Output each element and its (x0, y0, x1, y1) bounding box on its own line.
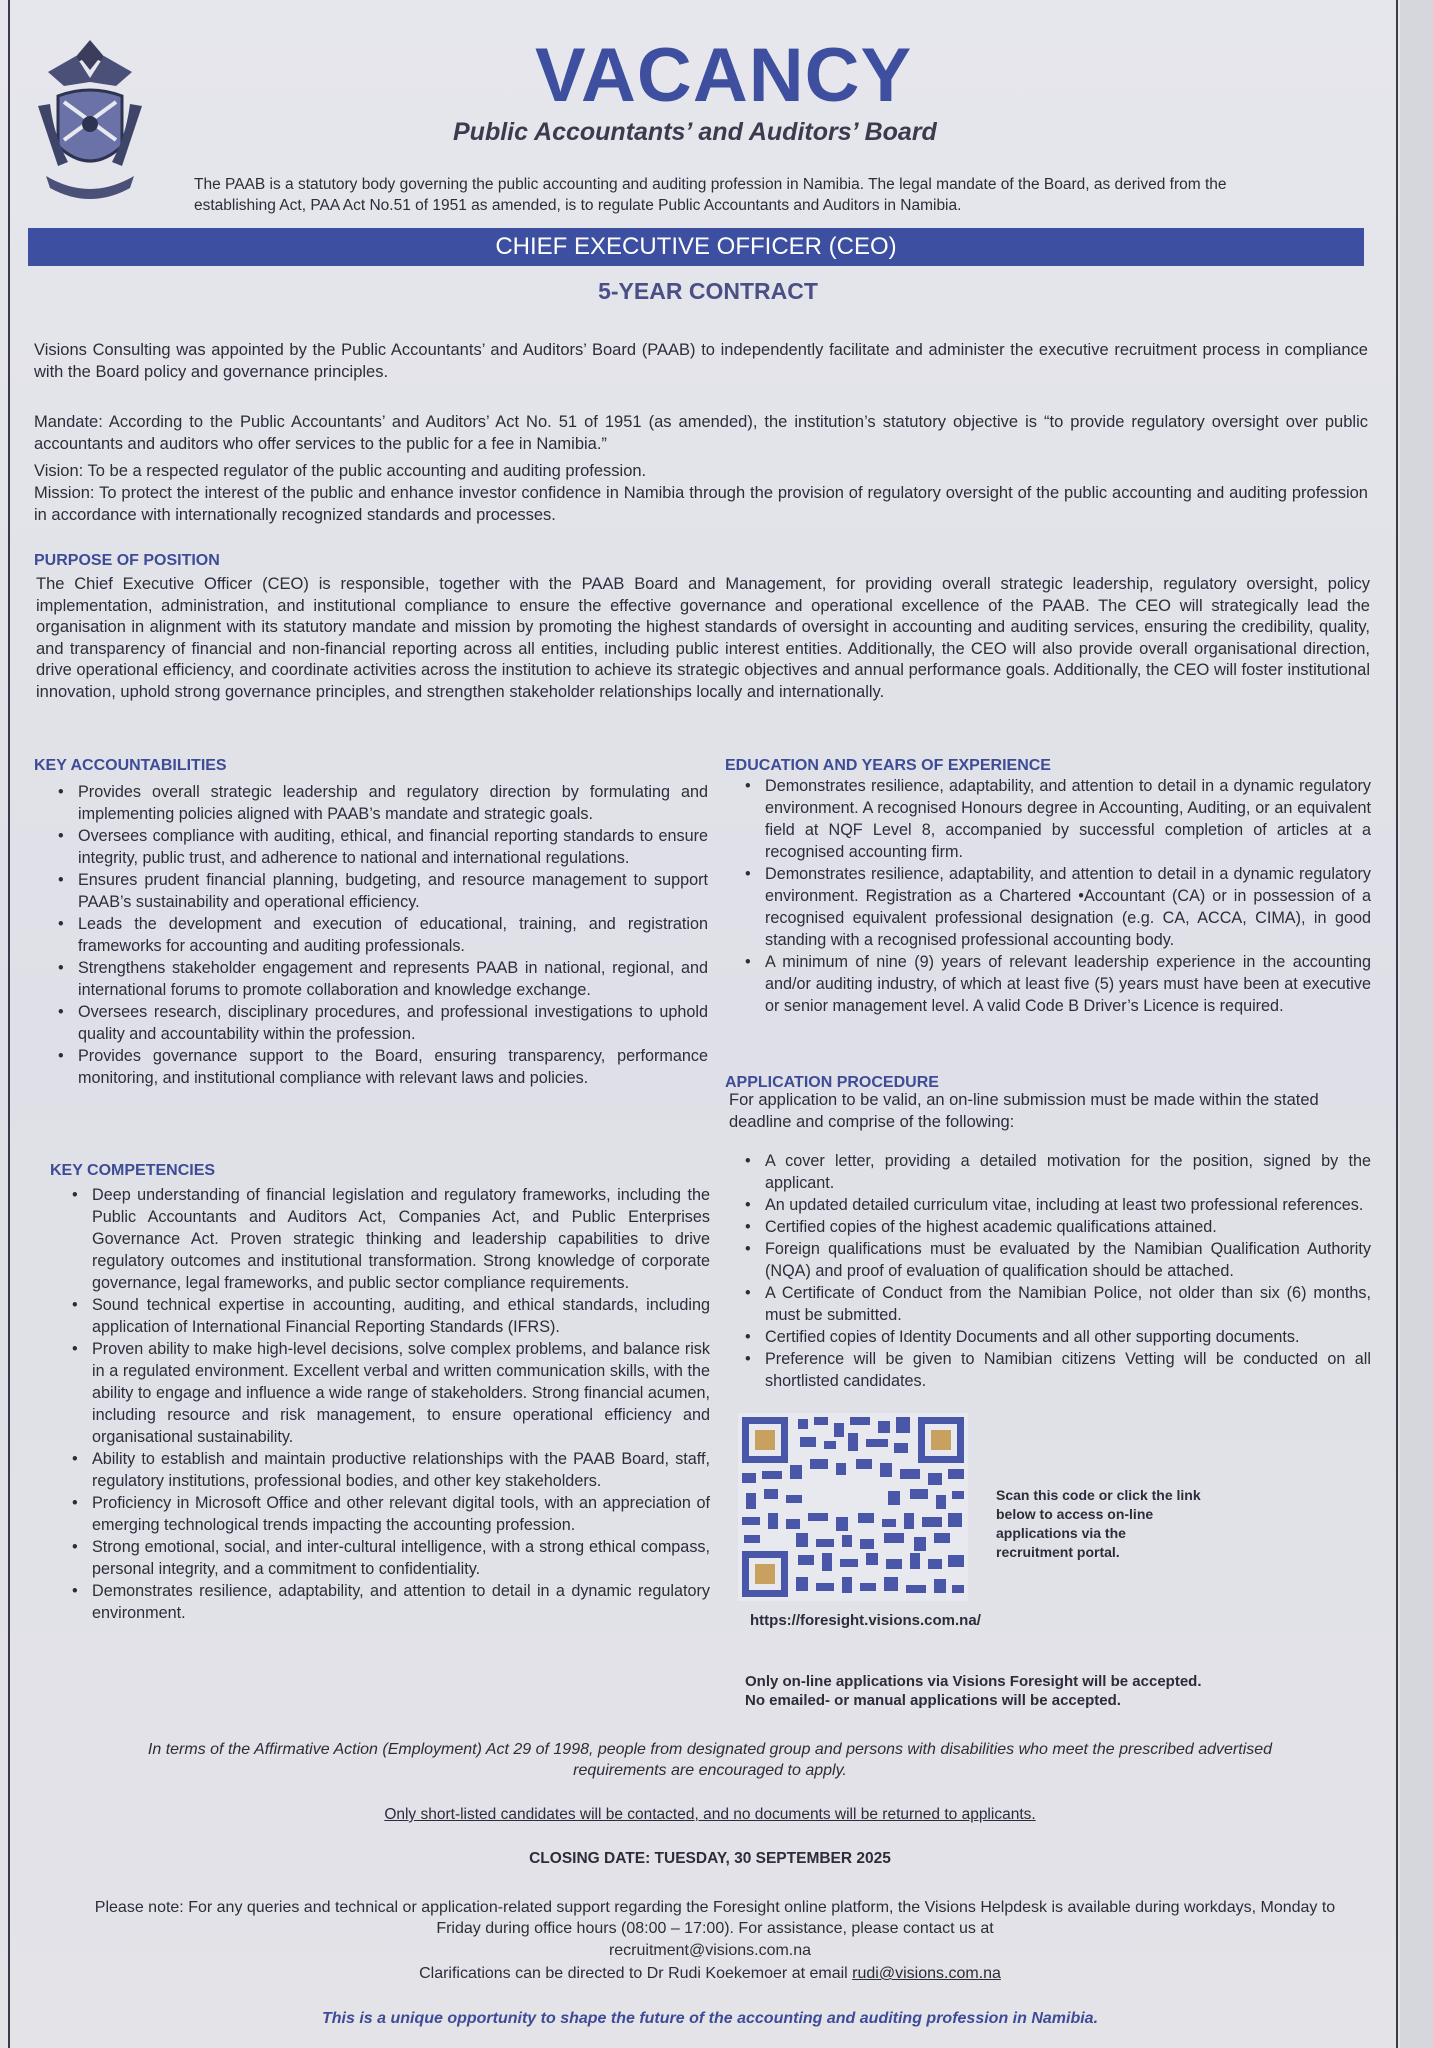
list-item: • Oversees compliance with auditing, ethical, and financial reporting standards to ensure integrity, public trust, and adherence to national and international regulations. (56, 825, 708, 869)
application-intro: For application to be valid, an on-line submission must be made within the stated deadline and comprise of the following: (729, 1091, 1319, 1131)
shortlist-notice: Only short-listed candidates will be contacted, and no documents will be returned to applicants. (384, 1806, 1036, 1823)
application-qr-code[interactable] (738, 1413, 968, 1601)
accountabilities-list (56, 781, 708, 1089)
list-item: • Certified copies of Identity Documents and all other supporting documents. (743, 1326, 1371, 1348)
list-item: • A Certificate of Conduct from the Namibian Police, not older than six (6) months, must be submitted. (743, 1282, 1371, 1326)
affirmative-action-statement: In terms of the Affirmative Action (Employment) Act 29 of 1998, people from designated group and persons with disabilities who meet the prescribed advertised requirements are encouraged to apply. (147, 1741, 1273, 1779)
list-item: • Leads the development and execution of educational, training, and registration frameworks for accounting and auditing professionals. (56, 913, 708, 957)
competencies-heading: KEY COMPETENCIES (50, 1162, 216, 1179)
coat-of-arms-logo (28, 26, 152, 206)
support-email[interactable]: recruitment@visions.com.na (608, 1942, 812, 1959)
organisation-subtitle: Public Accountants’ and Auditors’ Board (453, 118, 937, 146)
list-item: • Demonstrates resilience, adaptability, and attention to detail in a dynamic regulatory environment. A recognised Honours degree in Accounting, Auditing, or an equivalent field at NQF Level 8, accompanied by successful completion of articles at a recognised accounting firm. (743, 775, 1371, 863)
portal-link[interactable]: https://foresight.visions.com.na/ (750, 1612, 981, 1629)
accountabilities-heading: KEY ACCOUNTABILITIES (34, 757, 227, 774)
list-item: • Ability to establish and maintain productive relationships with the PAAB Board, staff, regulatory institutions, professional bodies, and other key stakeholders. (70, 1448, 710, 1492)
list-item: • Strengthens stakeholder engagement and represents PAAB in national, regional, and international forums to promote collaboration and knowledge exchange. (56, 957, 708, 1001)
list-item: • Provides overall strategic leadership and regulatory direction by formulating and implementing policies aligned with PAAB’s mandate and strategic goals. (56, 781, 708, 825)
intro-paragraph: The PAAB is a statutory body governing the public accounting and auditing profession in Namibia. The legal mandate of the Board, as derived from the establishing Act, PAA Act No.51 of 1951 as amended, is to regulate Public Accountants and Auditors in Namibia. (194, 176, 1227, 214)
contract-term: 5-YEAR CONTRACT (598, 278, 818, 304)
mission-statement: Mission: To protect the interest of the public and enhance investor confidence in Namibia through the provision of regulatory oversight of the public accounting and auditing profession in accordance with internationally recognized standards and processes. (34, 484, 1368, 524)
list-item: • Preference will be given to Namibian citizens Vetting will be conducted on all shortlisted candidates. (743, 1348, 1371, 1392)
online-only-notice: Only on-line applications via Visions Foresight will be accepted. (745, 1673, 1202, 1690)
list-item: • Proven ability to make high-level decisions, solve complex problems, and balance risk in a regulated environment. Excellent verbal and written communication skills, with the ability to engage and influence a wide range of stakeholders. Strong financial acumen, including resource and risk management, to ensure operational efficiency and organisational sustainability. (70, 1338, 710, 1448)
list-item: • A minimum of nine (9) years of relevant leadership experience in the accounting and/or auditing industry, of which at least five (5) years must have been at executive or senior management level. A valid Code B Driver’s Licence is required. (743, 951, 1371, 1017)
vacancy-title: VACANCY (535, 33, 913, 118)
qr-caption: Scan this code or click the link below to access on-line applications via the recruitment portal. (996, 1487, 1201, 1560)
mandate-paragraph: Mandate: According to the Public Accountants’ and Auditors’ Act No. 51 of 1951 (as amended), the institution’s statutory objective is “to provide regulatory oversight over public accountants and auditors who offer services to the public for a fee in Namibia.” (34, 413, 1368, 453)
list-item: • A cover letter, providing a detailed motivation for the position, signed by the applicant. (743, 1150, 1371, 1194)
clarifications-text: Clarifications can be directed to Dr Rudi Koekemoer at email (419, 1965, 848, 1982)
list-item: • Sound technical expertise in accounting, auditing, and ethical standards, including application of International Financial Reporting Standards (IFRS). (70, 1294, 710, 1338)
appointment-paragraph: Visions Consulting was appointed by the Public Accountants’ and Auditors’ Board (PAAB) to independently facilitate and administer the executive recruitment process in compliance with the Board policy and governance principles. (34, 341, 1368, 381)
list-item: • Oversees research, disciplinary procedures, and professional investigations to uphold quality and accountability within the profession. (56, 1001, 708, 1045)
competencies-list (70, 1184, 710, 1624)
list-item: • Demonstrates resilience, adaptability, and attention to detail in a dynamic regulatory environment. Registration as a Chartered •Accountant (CA) or in possession of a recognised equivalent professional designation (e.g. CA, ACCA, CIMA), in good standing with a recognised professional accounting body. (743, 863, 1371, 951)
clarifications-email[interactable]: rudi@visions.com.na (852, 1965, 1001, 1982)
clarifications-line (0, 1963, 1420, 1984)
list-item: • Provides governance support to the Board, ensuring transparency, performance monitoring, and institutional compliance with relevant laws and policies. (56, 1045, 708, 1089)
purpose-heading: PURPOSE OF POSITION (34, 552, 220, 569)
closing-tagline: This is a unique opportunity to shape the future of the accounting and auditing profession in Namibia. (321, 2010, 1099, 2027)
list-item: • An updated detailed curriculum vitae, including at least two professional references. (743, 1194, 1371, 1216)
application-heading: APPLICATION PROCEDURE (725, 1074, 939, 1091)
support-note: Please note: For any queries and technical or application-related support regarding the Foresight online platform, the Visions Helpdesk is available during workdays, Monday to Friday during office hours (08:00 – 17:00). For assistance, please contact us at (94, 1899, 1336, 1937)
list-item: • Deep understanding of financial legislation and regulatory frameworks, including the Public Accountants and Auditors Act, Companies Act, and Public Enterprises Governance Act. Proven strategic thinking and leadership capabilities to drive regulatory outcomes and institutional transformation. Strong knowledge of corporate governance, legal frameworks, and public sector compliance requirements. (70, 1184, 710, 1294)
list-item: • Ensures prudent financial planning, budgeting, and resource management to support PAAB’s sustainability and operational efficiency. (56, 869, 708, 913)
purpose-paragraph: The Chief Executive Officer (CEO) is responsible, together with the PAAB Board and Management, for providing overall strategic leadership, regulatory oversight, policy implementation, administration, and institutional compliance to ensure the effective governance and operational excellence of the PAAB. The CEO will strategically lead the organisation in alignment with its statutory mandate and mission by promoting the highest standards of oversight in accounting and auditing services, ensuring the credibility, quality, and transparency of financial and non-financial reporting across all entities, including public interest entities. Additionally, the CEO will also provide overall organisational direction, drive operational efficiency, and coordinate activities across the institution to achieve its strategic objectives and annual performance goals. Additionally, the CEO will foster institutional innovation, uphold strong governance principles, and strengthen stakeholder relationships locally and internationally. (36, 575, 1370, 701)
list-item: • Demonstrates resilience, adaptability, and attention to detail in a dynamic regulatory environment. (70, 1580, 710, 1624)
application-requirements-list (743, 1150, 1371, 1392)
list-item: • Strong emotional, social, and inter-cultural intelligence, with a strong ethical compass, personal integrity, and a commitment to confidentiality. (70, 1536, 710, 1580)
closing-date: CLOSING DATE: TUESDAY, 30 SEPTEMBER 2025 (529, 1850, 891, 1867)
page-edge-background (1400, 0, 1433, 2048)
position-title-band: CHIEF EXECUTIVE OFFICER (CEO) (28, 228, 1364, 266)
list-item: • Certified copies of the highest academic qualifications attained. (743, 1216, 1371, 1238)
education-heading: EDUCATION AND YEARS OF EXPERIENCE (725, 757, 1051, 774)
no-email-notice: No emailed- or manual applications will be accepted. (745, 1692, 1121, 1709)
education-list (743, 775, 1371, 1017)
list-item: • Proficiency in Microsoft Office and other relevant digital tools, with an appreciation of emerging technological trends impacting the accounting profession. (70, 1492, 710, 1536)
list-item: • Foreign qualifications must be evaluated by the Namibian Qualification Authority (NQA) and proof of evaluation of qualification should be attached. (743, 1238, 1371, 1282)
vision-statement: Vision: To be a respected regulator of the public accounting and auditing profession. (34, 462, 647, 480)
